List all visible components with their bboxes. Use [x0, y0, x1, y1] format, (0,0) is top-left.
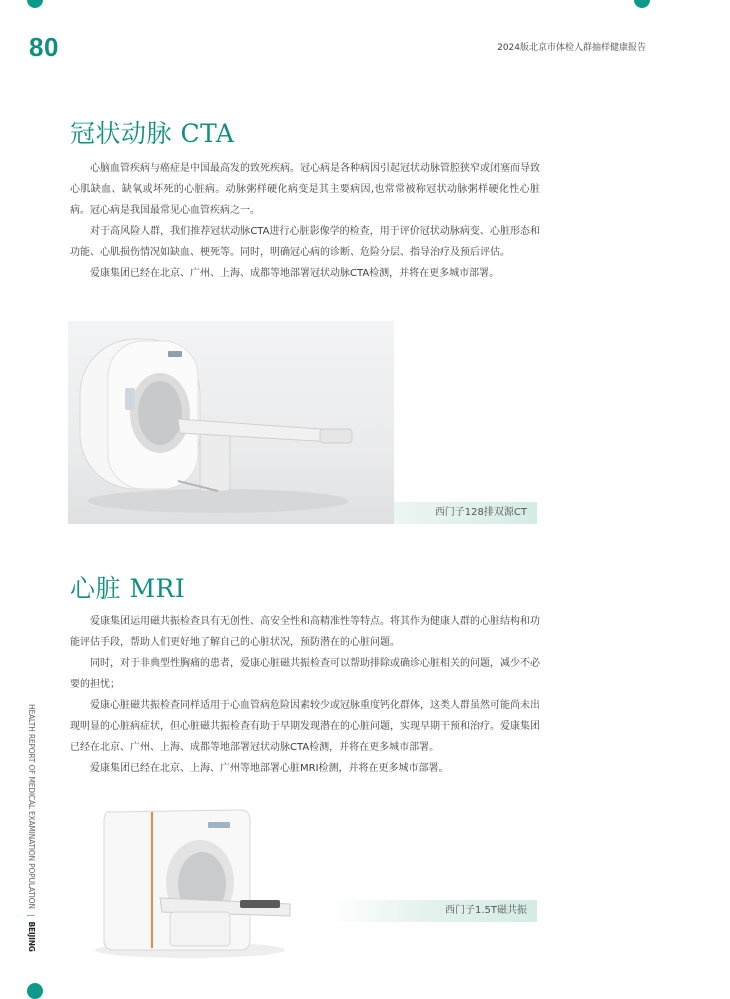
top-left-dot [27, 0, 43, 8]
paragraph: 对于高风险人群，我们推荐冠状动脉CTA进行心脏影像学的检查，用于评价冠状动脉病变、心脏形态和功能、心肌损伤情况如缺血、梗死等。同时，明确冠心病的诊断、危险分层、指导治疗及预后评估。 [70, 226, 540, 258]
mri-photo-caption: 西门子1.5T磁共振 [330, 900, 537, 922]
paragraph: 爱康心脏磁共振检查同样适用于心血管病危险因素较少或冠脉重度钙化群体，这类人群虽然可能尚未出现明显的心脏病症状，但心脏磁共振检查有助于早期发现潜在的心脏问题，实现早期干预和治疗。爱康集团已经在北京、广州、上海、成都等地部署冠状动脉CTA检测，并将在更多城市部署。 [70, 700, 540, 753]
paragraph: 爱康集团已经在北京、广州、上海、成都等地部署冠状动脉CTA检测，并将在更多城市部署。 [90, 268, 500, 279]
mri-scanner-photo [90, 800, 300, 960]
paragraph: 爱康集团已经在北京、上海、广州等地部署心脏MRI检测，并将在更多城市部署。 [90, 763, 449, 774]
ct-photo-caption: 西门子128排双源CT [394, 502, 537, 524]
side-label-city: BEIJING [27, 921, 36, 952]
section-body-cta [70, 158, 540, 284]
report-title: 2024版北京市体检人群抽样健康报告 [497, 43, 646, 53]
mri-scanner-illustration [90, 800, 300, 960]
section-title-mri: 心脏 MRI [70, 574, 186, 603]
bottom-left-dot [27, 983, 43, 999]
ct-scanner-photo [68, 321, 394, 524]
paragraph: 爱康集团运用磁共振检查具有无创性、高安全性和高精准性等特点。将其作为健康人群的心脏结构和功能评估手段，帮助人们更好地了解自己的心脏状况，预防潜在的心脏问题。 [70, 616, 540, 648]
top-right-dot [634, 0, 650, 8]
ct-scanner-illustration [68, 321, 394, 524]
section-title-cta: 冠状动脉 CTA [70, 119, 235, 148]
paragraph: 心脑血管疾病与癌症是中国最高发的致死疾病。冠心病是各种病因引起冠状动脉管腔狭窄或闭塞而导致心肌缺血、缺氧或坏死的心脏病。动脉粥样硬化病变是其主要病因,也常常被称冠状动脉粥样硬化性心脏病。冠心病是我国最常见心血管疾病之一。 [70, 163, 540, 216]
side-label-separator: | [27, 913, 36, 917]
page-number: 80 [29, 32, 59, 62]
paragraph: 同时，对于非典型性胸痛的患者，爱康心脏磁共振检查可以帮助排除或确诊心脏相关的问题，减少不必要的担忧； [70, 658, 540, 690]
side-label [27, 704, 36, 952]
section-body-mri [70, 611, 540, 779]
side-label-text: HEALTH REPORT OF MEDICAL EXAMINATION POPULATION [27, 704, 36, 909]
